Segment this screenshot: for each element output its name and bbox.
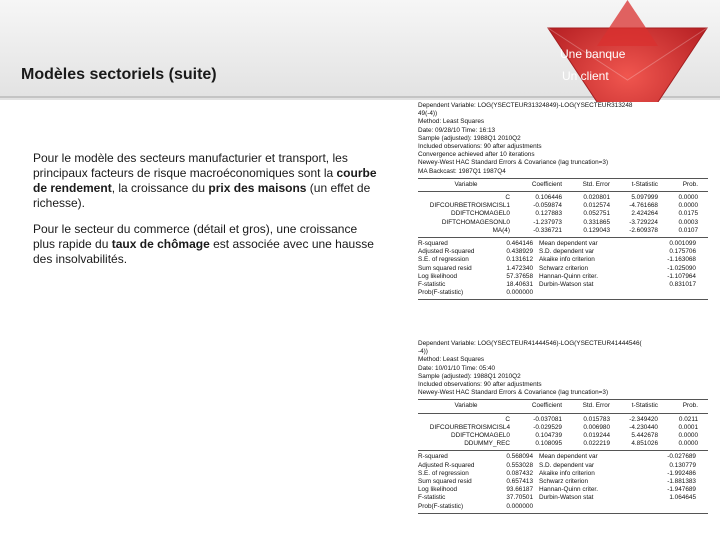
table-cell: DDUMMY_REC (464, 440, 510, 448)
table-cell: 93.66187 (506, 486, 533, 494)
output1-coef-headers (418, 181, 708, 189)
table-cell: 0.104739 (535, 432, 562, 440)
table-cell: 0.006980 (583, 423, 610, 431)
table-cell: 1.064645 (669, 494, 696, 502)
table-cell: -1.992486 (667, 469, 696, 477)
table-cell: -0.027689 (667, 453, 696, 461)
table-cell: 0.001099 (669, 240, 696, 248)
table-cell (533, 503, 651, 511)
p1-bold-yield-curve: courbe de rendement (33, 166, 377, 195)
table-cell: Adjusted R-squared (418, 461, 475, 469)
p1-text-d: (un effet de richesse). (33, 181, 371, 210)
output2-coef-headers (418, 402, 708, 410)
table-cell: 0.0000 (678, 194, 698, 202)
table-cell: 5.097999 (631, 194, 658, 202)
table-cell: R-squared (418, 240, 448, 248)
table-row (418, 219, 708, 227)
table-cell: Schwarz criterion (539, 264, 589, 272)
table-cell: 0.0001 (678, 423, 698, 431)
output2-coef-table (418, 416, 708, 449)
table-cell: -4.761668 (629, 202, 658, 210)
table-cell: 0.175706 (669, 248, 696, 256)
table-row (418, 227, 708, 235)
output-header-line: Sample (adjusted): 1988Q1 2010Q2 (418, 372, 521, 380)
table-cell: 0.0003 (678, 218, 698, 226)
table-cell: F-statistic (418, 494, 446, 502)
table-cell: DDIFTCHOMAGEL0 (451, 432, 510, 440)
output2-stats-table (418, 453, 708, 510)
table-cell: C (505, 415, 510, 423)
table-cell: DIFTCHOMAGESONL0 (441, 218, 510, 226)
column-header: Variable (454, 402, 478, 410)
table-row (418, 440, 708, 448)
output-header-line: Date: 09/28/10 Time: 16:13 (418, 126, 496, 134)
table-cell: 0.0107 (678, 226, 698, 234)
table-cell: 0.000000 (506, 289, 533, 297)
table-row (418, 486, 708, 494)
table-cell: -1.163068 (667, 256, 696, 264)
output-header-line: -4)) (418, 348, 428, 356)
table-cell: Prob(F-statistic) (418, 289, 464, 297)
table-cell: DIFCOURBETROISMCISL4 (429, 423, 510, 431)
table-cell: -0.037081 (533, 415, 562, 423)
column-header: Prob. (682, 402, 698, 410)
table-cell: -1.025090 (667, 264, 696, 272)
table-cell: 0.127883 (535, 210, 562, 218)
table-cell: 0.568094 (506, 453, 533, 461)
table-row (418, 194, 708, 202)
table-cell: 0.000000 (506, 502, 533, 510)
output-header-line: Included observations: 90 after adjustments (418, 143, 542, 151)
table-cell: 0.0000 (678, 432, 698, 440)
table-cell: 4.851026 (631, 440, 658, 448)
table-cell: Akaike info criterion (539, 469, 595, 477)
table-cell: -1.947689 (667, 486, 696, 494)
paragraph-commerce (33, 222, 378, 267)
table-row (418, 453, 708, 461)
table-cell: -4.230440 (629, 423, 658, 431)
column-header: Prob. (682, 180, 698, 188)
table-cell: -0.029529 (533, 423, 562, 431)
table-row (418, 416, 708, 424)
table-cell (651, 289, 696, 297)
table-cell: S.E. of regression (418, 469, 469, 477)
table-cell: C (505, 194, 510, 202)
table-row (418, 248, 708, 256)
regression-output-manufacturing (418, 102, 708, 339)
output-header-line: Included observations: 90 after adjustments (418, 381, 542, 389)
table-cell: F-statistic (418, 281, 446, 289)
output-header-line: Dependent Variable: LOG(YSECTEUR31324849)-LOG(YSECTEUR313248 (418, 102, 633, 109)
table-cell: 0.130779 (669, 461, 696, 469)
output-header-line: Method: Least Squares (418, 118, 485, 126)
table-cell: Hannan-Quinn criter. (539, 486, 598, 494)
table-cell: 57.37658 (506, 272, 533, 280)
table-cell: DIFCOURBETROISMCISL1 (429, 202, 510, 210)
table-row (418, 210, 708, 218)
output1-stats-table (418, 240, 708, 297)
output-header-line: Sample (adjusted): 1988Q1 2010Q2 (418, 134, 521, 142)
table-row (418, 273, 708, 281)
table-cell: Sum squared resid (418, 478, 472, 486)
table-cell: -1.237973 (533, 218, 562, 226)
table-cell: 0.0000 (678, 202, 698, 210)
table-cell: -0.059874 (533, 202, 562, 210)
column-header: Variable (454, 180, 478, 188)
table-row (418, 265, 708, 273)
output2-header (418, 340, 708, 397)
logo-tagline-bank: Une banque (560, 47, 626, 61)
table-row (418, 281, 708, 289)
table-cell: Prob(F-statistic) (418, 502, 464, 510)
table-cell: MA(4) (492, 226, 510, 234)
column-header: Coefficient (531, 402, 562, 410)
output-header-line: Dependent Variable: LOG(YSECTEUR41444546)-LOG(YSECTEUR41444546( (418, 340, 642, 347)
p2-text-c: est associée avec une hausse des insolvabilités. (33, 237, 374, 266)
table-row (418, 202, 708, 210)
output-header-line: Date: 10/01/10 Time: 05:40 (418, 364, 496, 372)
p1-bold-house-prices: prix des maisons (208, 181, 307, 195)
slide-title: Modèles sectoriels (suite) (21, 66, 217, 83)
output-header-line: Method: Least Squares (418, 356, 485, 364)
column-header: Std. Error (582, 402, 610, 410)
table-cell: 0.131612 (506, 256, 533, 264)
output-header-line: Newey-West HAC Standard Errors & Covariance (lag truncation=3) (418, 389, 609, 397)
logo-tagline-client: Un client (562, 69, 609, 83)
table-cell (533, 289, 651, 297)
table-cell: 5.442678 (631, 432, 658, 440)
table-row (418, 432, 708, 440)
table-row (418, 494, 708, 502)
output-header-line: Convergence achieved after 10 iterations (418, 151, 535, 159)
table-cell: 0.553028 (506, 461, 533, 469)
table-cell: Durbin-Watson stat (539, 281, 594, 289)
table-cell: 0.129043 (583, 226, 610, 234)
table-cell: Schwarz criterion (539, 478, 589, 486)
output1-coef-table (418, 194, 708, 235)
table-cell: Durbin-Watson stat (539, 494, 594, 502)
table-cell: R-squared (418, 453, 448, 461)
table-cell (651, 503, 696, 511)
table-cell: Log likelihood (418, 272, 458, 280)
table-cell: -3.729224 (629, 218, 658, 226)
table-cell: -0.336721 (533, 226, 562, 234)
table-cell: -1.881383 (667, 478, 696, 486)
table-cell: 0.012574 (583, 202, 610, 210)
table-cell: S.E. of regression (418, 256, 469, 264)
table-cell: S.D. dependent var (539, 248, 595, 256)
table-cell: 0.331865 (583, 218, 610, 226)
output1-header (418, 102, 708, 176)
table-cell: -2.609378 (629, 226, 658, 234)
output-header-line: 49(-4)) (418, 110, 438, 118)
column-header: t-Statistic (631, 402, 658, 410)
table-cell: Akaike info criterion (539, 256, 595, 264)
table-row (418, 470, 708, 478)
table-cell: 0.019244 (583, 432, 610, 440)
regression-output-commerce (418, 340, 708, 538)
table-cell: 0.0211 (678, 415, 698, 423)
p1-text-c: , la croissance du (111, 181, 209, 195)
table-cell: 0.464146 (506, 240, 533, 248)
p2-text-a: Pour le secteur du commerce (détail et gros), une croissance plus rapide du (33, 222, 358, 251)
output-header-line: Newey-West HAC Standard Errors & Covariance (lag truncation=3) (418, 159, 609, 167)
table-cell: 0.0175 (678, 210, 698, 218)
table-cell: -2.349420 (629, 415, 658, 423)
table-row (418, 503, 708, 511)
table-cell: 0.015783 (583, 415, 610, 423)
p1-text-a: Pour le modèle des secteurs manufacturier et transport, les principaux facteurs de risque macroéconomiques sont la (33, 151, 348, 180)
table-row (418, 240, 708, 248)
table-cell: S.D. dependent var (539, 461, 595, 469)
column-header: t-Statistic (631, 180, 658, 188)
table-cell: Mean dependent var (539, 240, 598, 248)
column-header: Coefficient (531, 180, 562, 188)
table-cell: 0.106446 (535, 194, 562, 202)
table-cell: 2.424264 (631, 210, 658, 218)
paragraph-manufacturing (33, 151, 378, 211)
output-header-line: MA Backcast: 1987Q1 1987Q4 (418, 167, 506, 175)
table-cell: 0.438929 (506, 248, 533, 256)
table-cell: Mean dependent var (539, 453, 598, 461)
table-row (418, 256, 708, 264)
table-cell: Adjusted R-squared (418, 248, 475, 256)
table-cell: 0.0000 (678, 440, 698, 448)
table-cell: 18.40631 (506, 281, 533, 289)
table-cell: 0.831017 (669, 281, 696, 289)
table-cell: Hannan-Quinn criter. (539, 272, 598, 280)
table-row (418, 478, 708, 486)
table-row (418, 424, 708, 432)
table-cell: 0.052751 (583, 210, 610, 218)
table-row (418, 462, 708, 470)
table-cell: 0.022219 (583, 440, 610, 448)
table-row (418, 289, 708, 297)
table-cell: 1.472340 (506, 264, 533, 272)
table-cell: -1.107964 (667, 272, 696, 280)
table-cell: 37.70501 (506, 494, 533, 502)
p2-bold-unemployment: taux de chômage (111, 237, 210, 251)
table-cell: 0.657413 (506, 478, 533, 486)
table-cell: 0.108095 (535, 440, 562, 448)
table-cell: 0.020801 (583, 194, 610, 202)
table-cell: DDIFTCHOMAGEL0 (451, 210, 510, 218)
table-cell: 0.087432 (506, 469, 533, 477)
column-header: Std. Error (582, 180, 610, 188)
table-cell: Log likelihood (418, 486, 458, 494)
table-cell: Sum squared resid (418, 264, 472, 272)
